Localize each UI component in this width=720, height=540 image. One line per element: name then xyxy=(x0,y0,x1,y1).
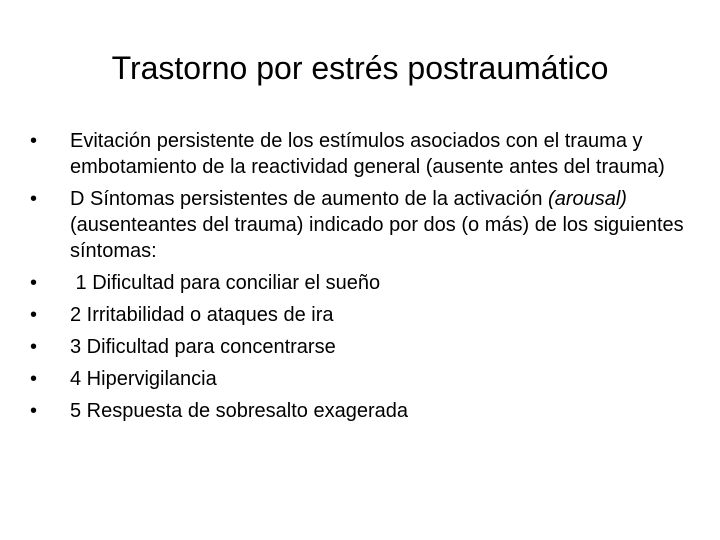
bullet-text: 5 Respuesta de sobresalto exagerada xyxy=(70,400,409,422)
bullet-text: Evitación persistente de los estímulos asociados con el trauma y embotamiento de la reactividad general (ausente antes del trauma) xyxy=(70,130,665,178)
bullet-item xyxy=(30,366,700,392)
bullet-marker: • xyxy=(30,188,38,210)
bullet-item xyxy=(30,302,700,328)
bullet-list xyxy=(30,128,700,430)
bullet-text: 4 Hipervigilancia xyxy=(70,368,217,390)
bullet-text: 1 Dificultad para conciliar el sueño xyxy=(70,272,381,294)
bullet-marker: • xyxy=(30,130,38,152)
bullet-text: 3 Dificultad para concentrarse xyxy=(70,336,336,358)
bullet-item xyxy=(30,128,700,180)
slide-title: Trastorno por estrés postraumático xyxy=(111,50,609,86)
bullet-item xyxy=(30,186,700,264)
bullet-item xyxy=(30,334,700,360)
bullet-text-italic: (arousal) xyxy=(548,188,627,210)
bullet-text-before: D Síntomas persistentes de aumento de la activación xyxy=(70,188,549,210)
bullet-marker: • xyxy=(30,400,38,422)
bullet-text-after: (ausenteantes del trauma) indicado por dos (o más) de los siguientes síntomas: xyxy=(70,214,684,262)
bullet-marker: • xyxy=(30,304,38,326)
bullet-marker: • xyxy=(30,368,38,390)
bullet-item xyxy=(30,398,700,424)
bullet-item xyxy=(30,270,700,296)
bullet-marker: • xyxy=(30,272,38,294)
bullet-marker: • xyxy=(30,336,38,358)
bullet-text: 2 Irritabilidad o ataques de ira xyxy=(70,304,334,326)
